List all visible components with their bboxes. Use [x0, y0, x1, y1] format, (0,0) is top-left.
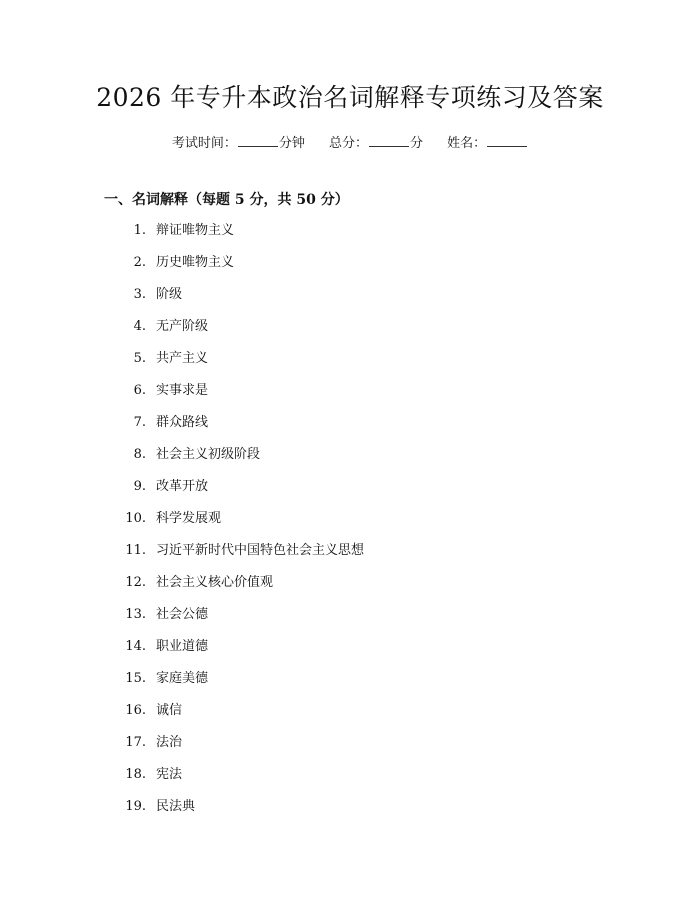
- item-number: 13.: [125, 607, 146, 622]
- item-number: 16.: [125, 703, 146, 718]
- item-number: 7.: [133, 415, 146, 430]
- list-item: [104, 765, 624, 797]
- student-name-label: 姓名：: [447, 136, 487, 151]
- total-score-label: 总分：: [328, 136, 368, 151]
- list-item: [104, 541, 624, 573]
- list-item: [104, 317, 624, 349]
- item-term: 习近平新时代中国特色社会主义思想: [156, 543, 365, 558]
- list-item: [104, 637, 624, 669]
- list-item: [104, 605, 624, 637]
- item-term: 社会主义核心价值观: [156, 575, 274, 590]
- list-item: [104, 701, 624, 733]
- exam-time-unit: 分钟: [278, 136, 305, 151]
- item-number: 15.: [125, 671, 146, 686]
- item-number: 2.: [133, 255, 146, 270]
- list-item: [104, 413, 624, 445]
- list-item: [104, 509, 624, 541]
- item-term: 职业道德: [156, 639, 209, 654]
- item-term: 无产阶级: [156, 319, 209, 334]
- item-number: 14.: [125, 639, 146, 654]
- item-number: 4.: [133, 319, 146, 334]
- item-term: 社会主义初级阶段: [156, 447, 261, 462]
- list-item: [104, 669, 624, 701]
- item-term: 社会公德: [156, 607, 209, 622]
- student-name-blank[interactable]: [487, 132, 527, 147]
- item-number: 10.: [125, 511, 146, 526]
- total-score-field: [329, 132, 423, 153]
- student-name-field: [447, 132, 528, 153]
- item-number: 11.: [125, 543, 146, 558]
- list-item: [104, 381, 624, 413]
- item-term: 民法典: [156, 799, 196, 814]
- list-item: [104, 253, 624, 285]
- item-term: 法治: [156, 735, 183, 750]
- item-number: 8.: [133, 447, 146, 462]
- exam-info-line: [0, 132, 700, 153]
- item-number: 9.: [133, 479, 146, 494]
- item-number: 6.: [133, 383, 146, 398]
- document-title: 2026 年专升本政治名词解释专项练习及答案: [96, 83, 604, 112]
- item-number: 17.: [125, 735, 146, 750]
- list-item: [104, 797, 624, 829]
- term-list: [104, 221, 624, 829]
- list-item: [104, 445, 624, 477]
- list-item: [104, 573, 624, 605]
- item-number: 12.: [125, 575, 146, 590]
- item-term: 科学发展观: [156, 511, 222, 526]
- list-item: [104, 477, 624, 509]
- total-score-blank[interactable]: [369, 132, 409, 147]
- section-heading: 一、名词解释（每题 5 分，共 50 分）: [104, 192, 349, 208]
- item-number: 3.: [133, 287, 146, 302]
- item-term: 改革开放: [156, 479, 209, 494]
- item-number: 5.: [133, 351, 146, 366]
- item-term: 诚信: [156, 703, 183, 718]
- exam-time-label: 考试时间：: [171, 136, 237, 151]
- item-number: 18.: [125, 767, 146, 782]
- item-term: 历史唯物主义: [156, 255, 235, 270]
- item-number: 1.: [133, 223, 146, 238]
- list-item: [104, 349, 624, 381]
- list-item: [104, 733, 624, 765]
- item-term: 阶级: [156, 287, 183, 302]
- exam-time-field: [172, 132, 305, 153]
- exam-time-blank[interactable]: [238, 132, 278, 147]
- total-score-unit: 分: [410, 136, 424, 151]
- list-item: [104, 221, 624, 253]
- item-term: 宪法: [156, 767, 183, 782]
- item-term: 辩证唯物主义: [156, 223, 235, 238]
- list-item: [104, 285, 624, 317]
- item-term: 实事求是: [156, 383, 209, 398]
- item-term: 群众路线: [156, 415, 209, 430]
- item-number: 19.: [125, 799, 146, 814]
- item-term: 共产主义: [156, 351, 209, 366]
- item-term: 家庭美德: [156, 671, 209, 686]
